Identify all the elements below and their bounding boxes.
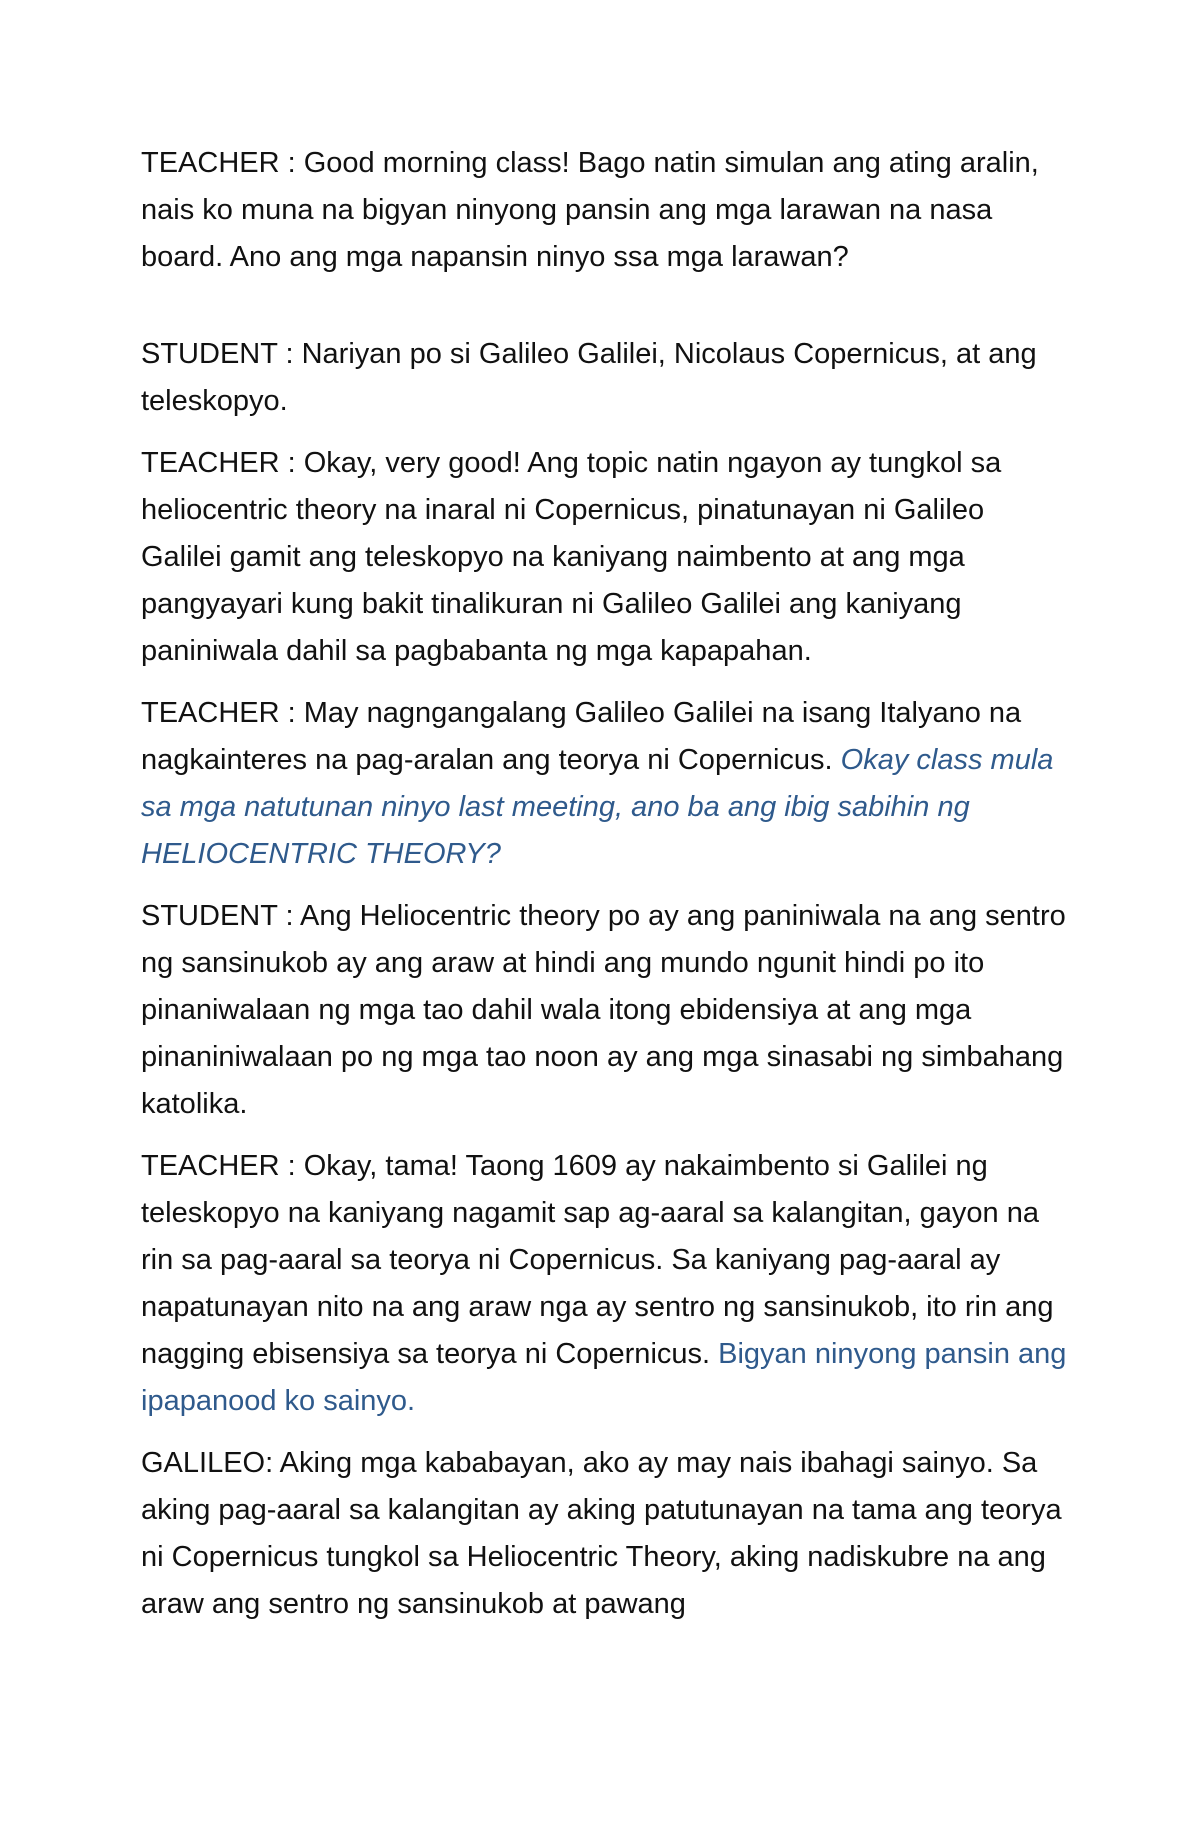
dialogue-paragraph-galileo bbox=[141, 1440, 1071, 1628]
document-body bbox=[141, 140, 1071, 1643]
dialogue-paragraph-student-1 bbox=[141, 331, 1071, 425]
paragraph-text: STUDENT : Nariyan po si Galileo Galilei, Nicolaus Copernicus, at ang teleskopyo. bbox=[141, 338, 1037, 417]
paragraph-text: TEACHER : May nagngangalang Galileo Galilei na isang Italyano na nagkainteres na pag-aralan ang teorya ni Copernicus. bbox=[141, 697, 1022, 776]
dialogue-paragraph-student-2 bbox=[141, 893, 1071, 1128]
highlighted-instruction: Bigyan ninyong pansin ang ipapanood ko sainyo. bbox=[141, 1338, 1067, 1417]
dialogue-paragraph-teacher-4 bbox=[141, 1143, 1071, 1425]
paragraph-text: TEACHER : Good morning class! Bago natin simulan ang ating aralin, nais ko muna na bigyan ninyong pansin ang mga larawan na nasa board. Ano ang mga napansin ninyo ssa mga larawan? bbox=[141, 147, 1039, 273]
dialogue-paragraph-teacher-1 bbox=[141, 140, 1071, 281]
paragraph-text: STUDENT : Ang Heliocentric theory po ay ang paniniwala na ang sentro ng sansinukob ay ang araw at hindi ang mundo ngunit hindi po ito pinaniwalaan ng mga tao dahil wala itong ebidensiya at ang mga pinaniniwalaan po ng mga tao noon ay ang mga sinasabi ng simbahang katolika. bbox=[141, 900, 1066, 1120]
dialogue-paragraph-teacher-2 bbox=[141, 440, 1071, 675]
paragraph-text: TEACHER : Okay, tama! Taong 1609 ay nakaimbento si Galilei ng teleskopyo na kaniyang nagamit sap ag-aaral sa kalangitan, gayon na rin sa pag-aaral sa teorya ni Copernicus. Sa kaniyang pag-aaral ay napatunayan nito na ang araw nga ay sentro ng sansinukob, ito rin ang nagging ebisensiya sa teorya ni Copernicus. bbox=[141, 1150, 1054, 1370]
paragraph-text: GALILEO: Aking mga kababayan, ako ay may nais ibahagi sainyo. Sa aking pag-aaral sa kalangitan ay aking patutunayan na tama ang teorya ni Copernicus tungkol sa Heliocentric Theory, aking nadiskubre na ang araw ang sentro ng sansinukob at pawang bbox=[141, 1447, 1062, 1620]
dialogue-paragraph-teacher-3 bbox=[141, 690, 1071, 878]
paragraph-text: TEACHER : Okay, very good! Ang topic natin ngayon ay tungkol sa heliocentric theory na inaral ni Copernicus, pinatunayan ni Galileo Galilei gamit ang teleskopyo na kaniyang naimbento at ang mga pangyayari kung bakit tinalikuran ni Galileo Galilei ang kaniyang paniniwala dahil sa pagbabanta ng mga kapapahan. bbox=[141, 447, 1002, 667]
highlighted-question: Okay class mula sa mga natutunan ninyo last meeting, ano ba ang ibig sabihin ng HELIOCENTRIC THEORY? bbox=[141, 744, 1054, 870]
